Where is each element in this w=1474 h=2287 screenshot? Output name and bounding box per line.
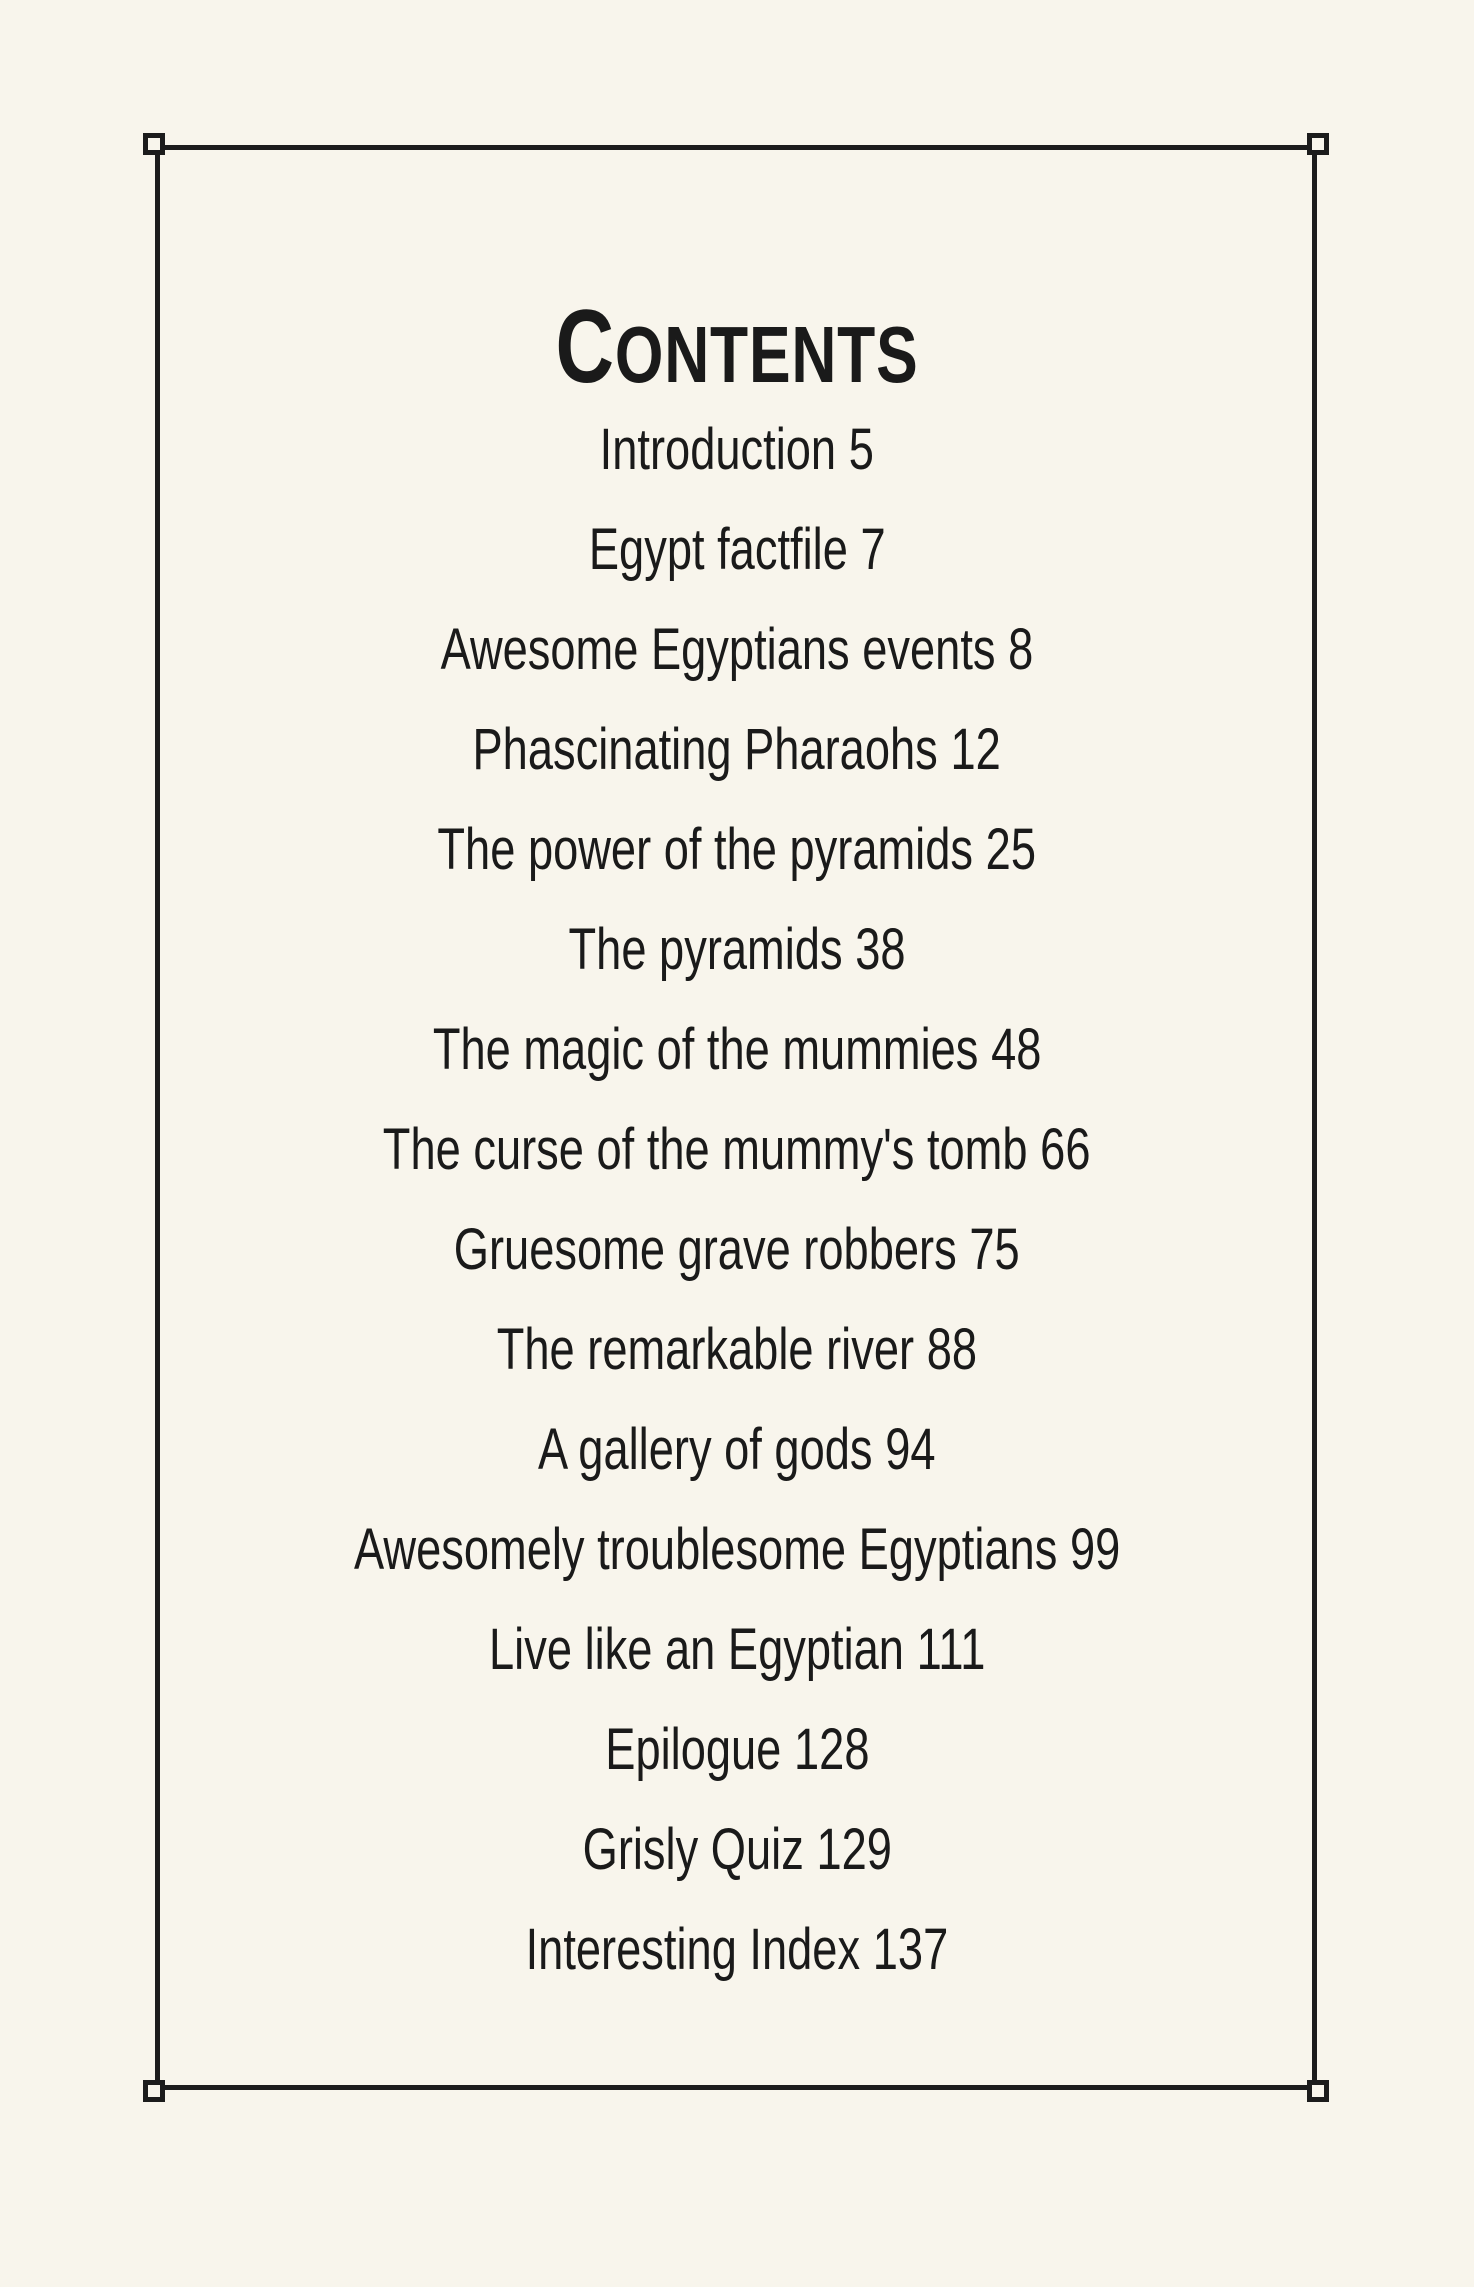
contents-entry[interactable]: [0, 500, 1474, 600]
entry-label: Epilogue: [604, 1717, 781, 1782]
contents-entry[interactable]: [0, 1700, 1474, 1800]
entry-label: Phascinating Pharaohs: [472, 717, 939, 782]
entry-label: The curse of the mummy's tomb: [383, 1117, 1028, 1182]
entry-page-number: 66: [1040, 1117, 1091, 1182]
entry-label: Interesting Index: [525, 1917, 861, 1982]
contents-entry[interactable]: [0, 1900, 1474, 2000]
entry-page-number: 8: [1008, 617, 1034, 682]
contents-entry[interactable]: [0, 900, 1474, 1000]
entry-page-number: 5: [848, 417, 875, 482]
contents-entry[interactable]: [0, 1200, 1474, 1300]
frame-corner-bottom-left: [143, 2080, 165, 2102]
entry-page-number: 12: [950, 717, 1002, 782]
contents-entry[interactable]: [0, 1400, 1474, 1500]
entry-label: Live like an Egyptian: [488, 1617, 904, 1682]
entry-page-number: 129: [816, 1817, 892, 1882]
contents-entry[interactable]: [0, 800, 1474, 900]
contents-entry[interactable]: [0, 400, 1474, 500]
page-title-initial: C: [555, 288, 615, 405]
contents-entry[interactable]: [0, 1100, 1474, 1200]
frame-corner-bottom-right: [1307, 2080, 1329, 2102]
entry-page-number: 25: [985, 817, 1037, 882]
contents-entry[interactable]: [0, 1500, 1474, 1600]
contents-entry[interactable]: [0, 1600, 1474, 1700]
entry-page-number: 88: [926, 1317, 978, 1382]
frame-corner-top-left: [143, 133, 165, 155]
contents-entry[interactable]: [0, 1000, 1474, 1100]
contents-entry[interactable]: [0, 700, 1474, 800]
entry-label: Awesome Egyptians events: [440, 617, 996, 682]
entry-page-number: 137: [872, 1917, 949, 1982]
entry-page-number: 48: [990, 1017, 1042, 1082]
entry-label: Grisly Quiz: [582, 1817, 804, 1882]
entry-page-number: 75: [969, 1217, 1020, 1282]
entry-label: The remarkable river: [496, 1317, 915, 1382]
entry-page-number: 94: [885, 1417, 936, 1482]
page-title: [162, 288, 1312, 405]
entry-label: The power of the pyramids: [437, 817, 974, 882]
entry-label: The pyramids: [568, 917, 843, 982]
entry-page-number: 38: [855, 917, 906, 982]
entry-page-number: 99: [1069, 1517, 1121, 1582]
contents-entry[interactable]: [0, 600, 1474, 700]
contents-list: [0, 400, 1474, 2000]
entry-label: The magic of the mummies: [432, 1017, 979, 1082]
entry-page-number: 7: [860, 517, 886, 582]
entry-label: Awesomely troublesome Egyptians: [353, 1517, 1058, 1582]
entry-page-number: 128: [793, 1717, 870, 1782]
frame-corner-top-right: [1307, 133, 1329, 155]
entry-label: Introduction: [599, 417, 837, 482]
page-title-rest: ONTENTS: [614, 309, 919, 399]
entry-label: A gallery of gods: [538, 1417, 873, 1482]
contents-entry[interactable]: [0, 1300, 1474, 1400]
contents-entry[interactable]: [0, 1800, 1474, 1900]
entry-label: Gruesome grave robbers: [454, 1217, 957, 1282]
entry-page-number: 111: [916, 1617, 986, 1682]
entry-label: Egypt factfile: [588, 517, 848, 582]
